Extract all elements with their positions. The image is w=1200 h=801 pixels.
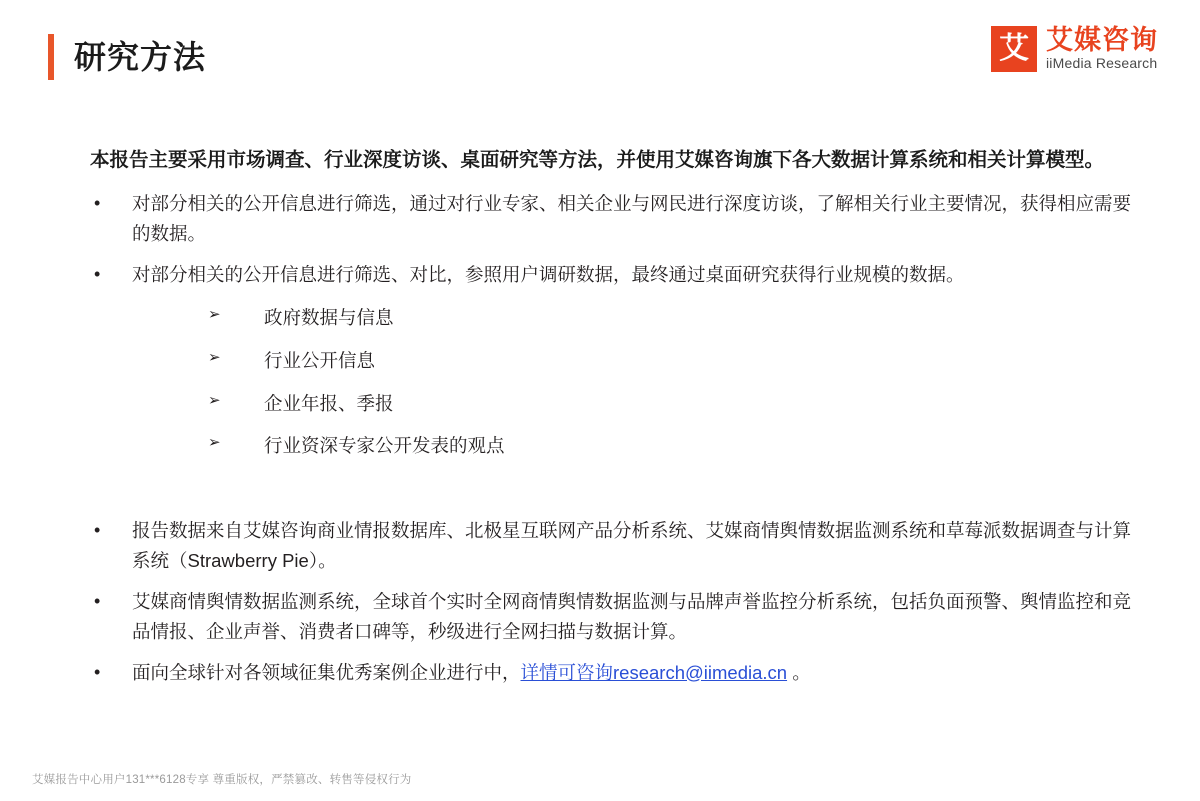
bullet-dot-icon: • <box>94 519 101 540</box>
lead-paragraph: 本报告主要采用市场调查、行业深度访谈、桌面研究等方法，并使用艾媒咨询旗下各大数据计算系统和相关计算模型。 <box>90 149 1105 171</box>
list-item <box>90 189 1135 249</box>
bullet-dot-icon: • <box>94 263 101 284</box>
logo-mark-icon: 艾 <box>991 26 1037 72</box>
arrow-right-icon: ➢ <box>208 349 221 367</box>
list-item <box>90 260 1135 290</box>
bullet-text: 对部分相关的公开信息进行筛选、对比，参照用户调研数据，最终通过桌面研究获得行业规模的数据。 <box>132 263 965 285</box>
bullet-text <box>132 658 811 688</box>
list-item <box>90 389 1135 419</box>
bullet-dot-icon: • <box>94 590 101 611</box>
bullet-dot-icon: • <box>94 661 101 682</box>
contact-prefix-text: 面向全球针对各领域征集优秀案例企业进行中， <box>132 661 521 683</box>
contact-email-link[interactable]: 详情可咨询research@iimedia.cn <box>520 661 788 683</box>
sub-bullet-text: 政府数据与信息 <box>264 307 394 329</box>
list-item <box>90 587 1135 647</box>
sub-bullet-text: 行业资深专家公开发表的观点 <box>264 435 505 457</box>
list-item <box>90 346 1135 376</box>
bullet-text: 艾媒商情舆情数据监测系统，全球首个实时全网商情舆情数据监测与品牌声誉监控分析系统，包括负面预警、舆情监控和竞品情报、企业声誉、消费者口碑等，秒级进行全网扫描与数据计算。 <box>132 590 1132 642</box>
top-bullet-list <box>90 189 1135 290</box>
list-item <box>90 516 1135 576</box>
arrow-right-icon: ➢ <box>208 306 221 324</box>
list-item-contact <box>90 658 1135 688</box>
title-accent-bar <box>48 34 54 80</box>
slide-content <box>90 145 1135 699</box>
brand-logo <box>991 26 1158 72</box>
arrow-right-icon: ➢ <box>208 434 221 452</box>
page-title: 研究方法 <box>74 39 207 75</box>
sub-bullet-list <box>90 303 1135 460</box>
list-item <box>90 431 1135 461</box>
footer-copyright-note: 艾媒报告中心用户131***6128专享 尊重版权，严禁篡改、转售等侵权行为 <box>32 774 412 786</box>
bottom-bullet-list <box>90 516 1135 688</box>
bullet-dot-icon: • <box>94 192 101 213</box>
logo-name-en: iiMedia Research <box>1046 54 1158 71</box>
contact-suffix-text: 。 <box>787 661 811 683</box>
bullet-text: 对部分相关的公开信息进行筛选，通过对行业专家、相关企业与网民进行深度访谈，了解相关行业主要情况，获得相应需要的数据。 <box>132 192 1132 244</box>
arrow-right-icon: ➢ <box>208 391 221 409</box>
list-item <box>90 303 1135 333</box>
logo-name-cn: 艾媒咨询 <box>1046 25 1158 56</box>
spacer <box>90 474 1135 516</box>
sub-bullet-text: 企业年报、季报 <box>264 392 394 414</box>
sub-bullet-text: 行业公开信息 <box>264 350 376 372</box>
bullet-text: 报告数据来自艾媒咨询商业情报数据库、北极星互联网产品分析系统、艾媒商情舆情数据监测系统和草莓派数据调查与计算系统（Strawberry Pie）。 <box>132 519 1132 571</box>
logo-text <box>1046 26 1158 71</box>
